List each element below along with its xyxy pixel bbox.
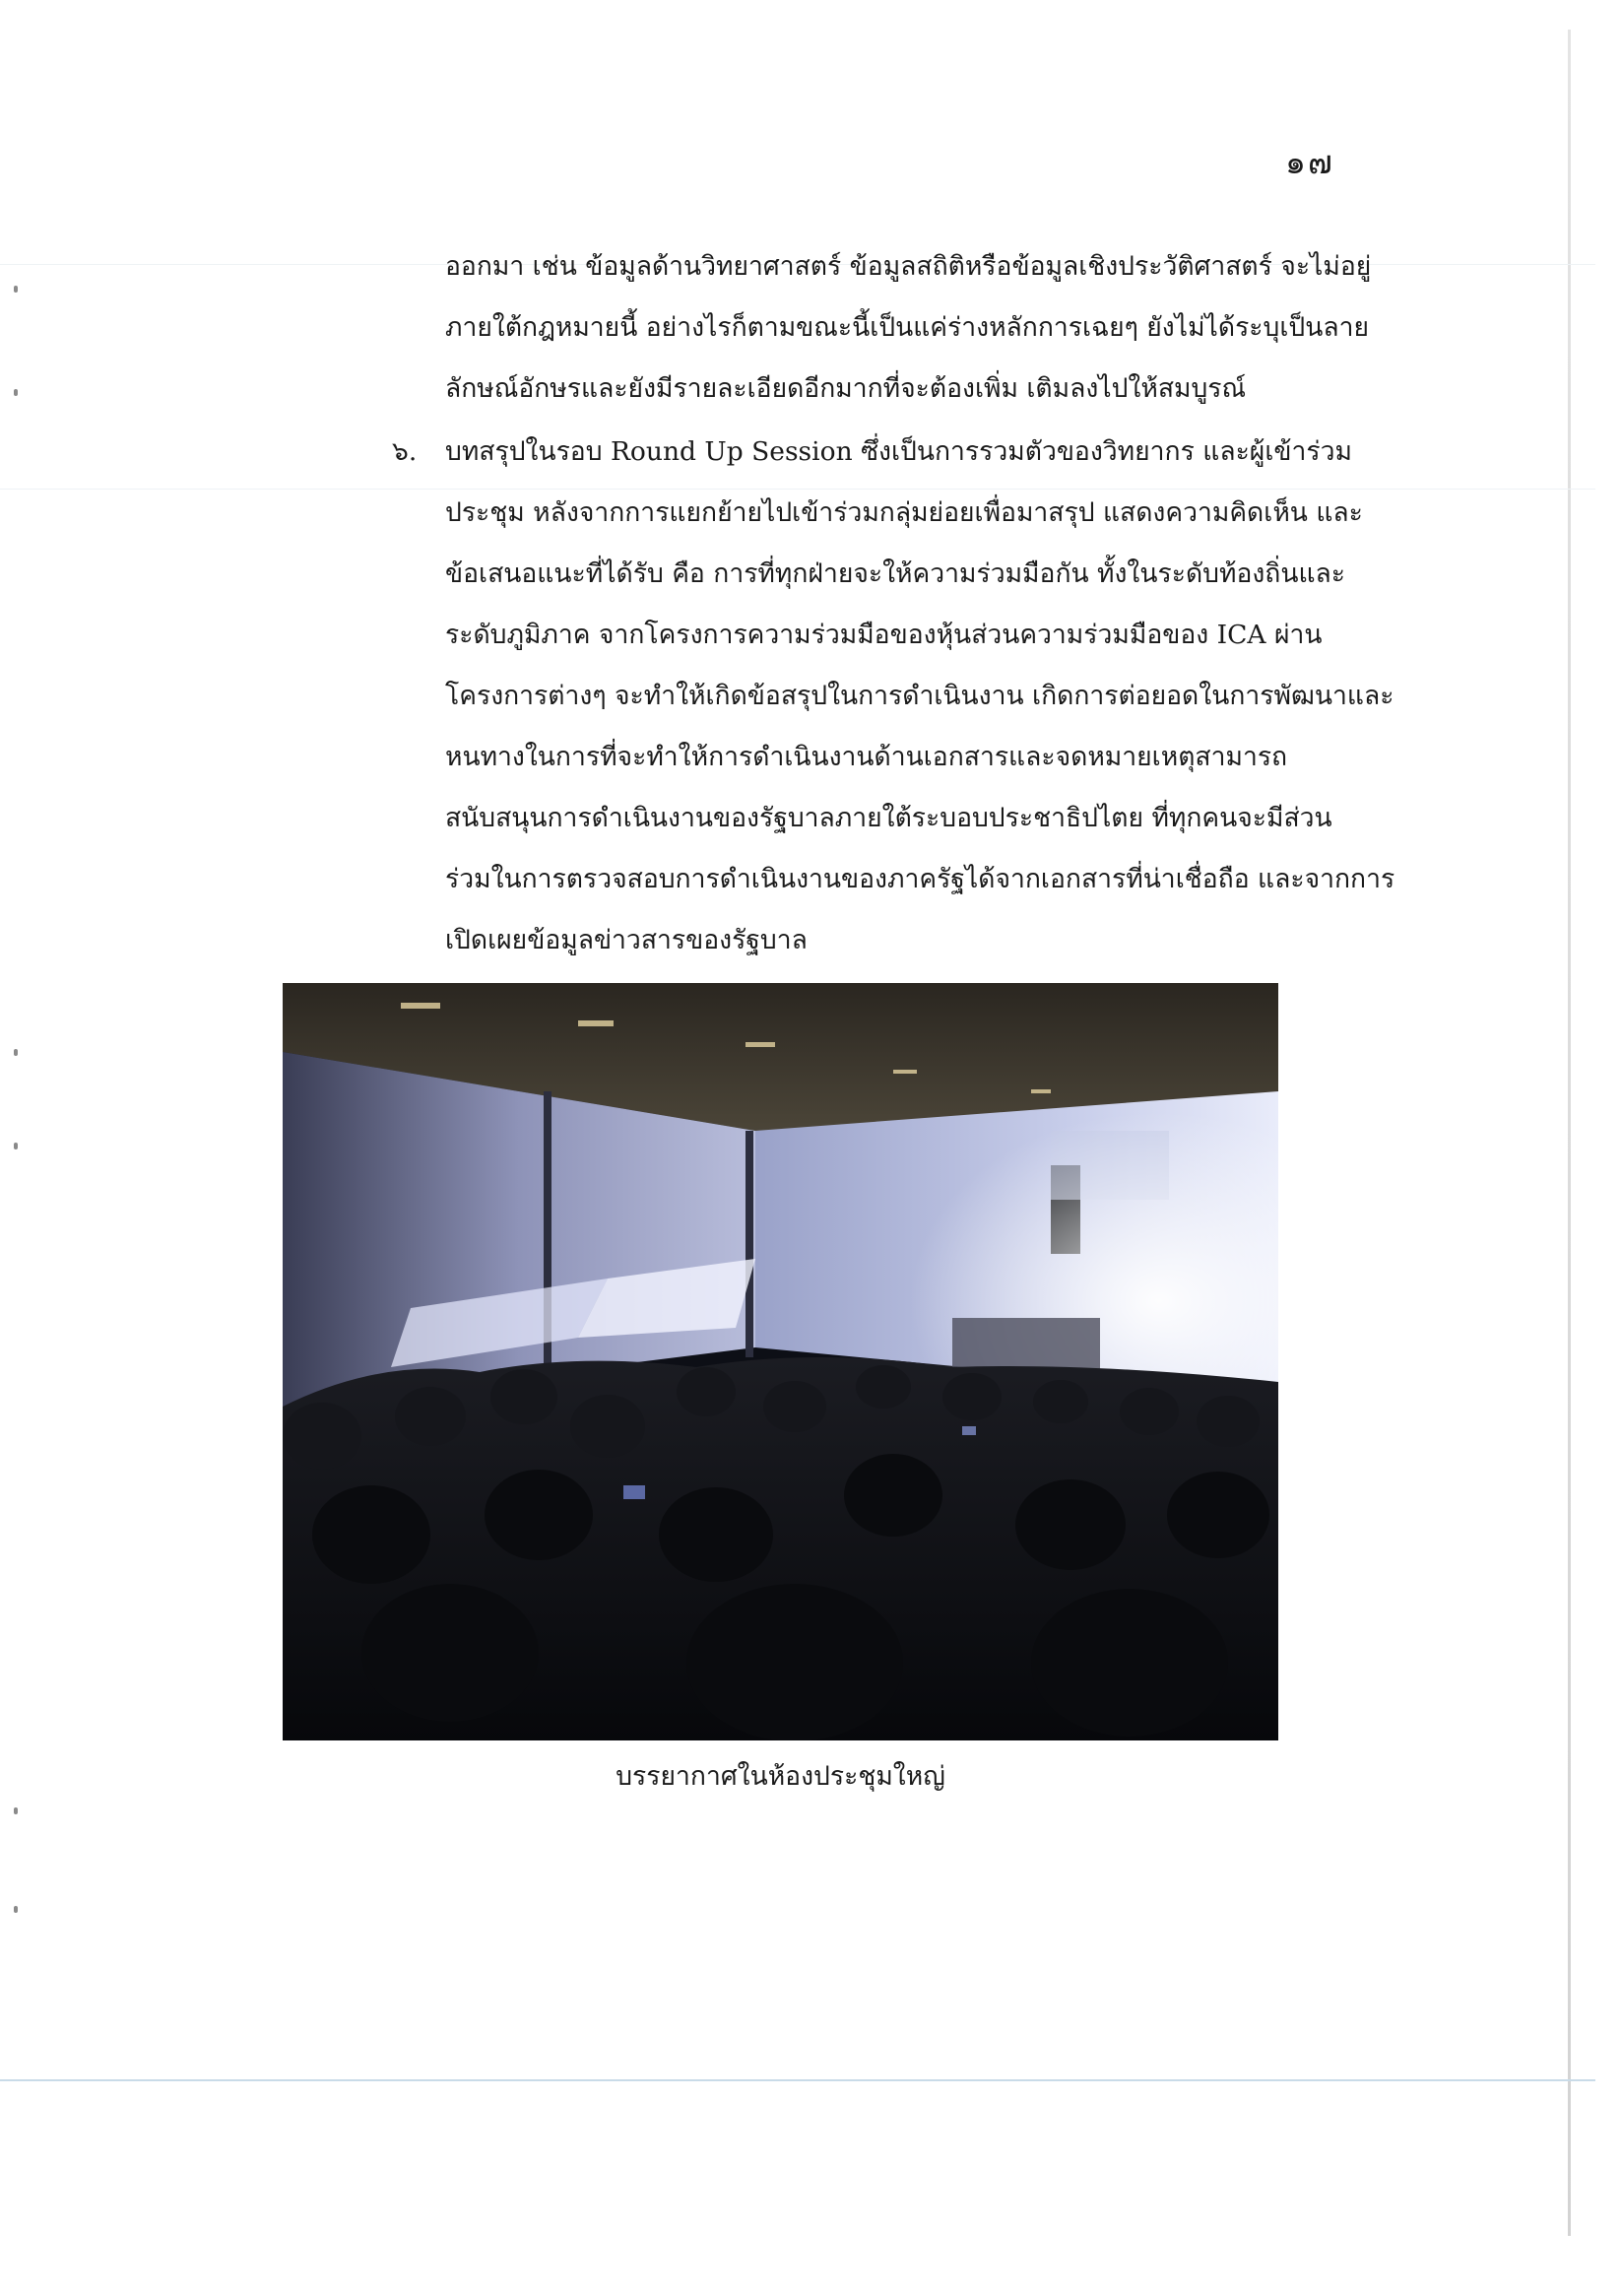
scan-speck xyxy=(14,1049,18,1056)
page-number: ๑๗ xyxy=(1285,143,1334,181)
paragraph-continued xyxy=(445,236,1372,420)
text-line: ประชุม หลังจากการแยกย้ายไปเข้าร่วมกลุ่มย่อยเพื่อมาสรุป แสดงความคิดเห็น และ xyxy=(445,497,1363,528)
scan-edge-line xyxy=(1568,30,1571,2236)
list-item-number: ๖. xyxy=(392,436,418,467)
text-line: ลักษณ์อักษรและยังมีรายละเอียดอีกมากที่จะต้องเพิ่ม เติมลงไปให้สมบูรณ์ xyxy=(445,373,1247,404)
text-line: เปิดเผยข้อมูลข่าวสารของรัฐบาล xyxy=(445,925,808,955)
text-line: ออกมา เช่น ข้อมูลด้านวิทยาศาสตร์ ข้อมูลสถิติหรือข้อมูลเชิงประวัติศาสตร์ จะไม่อยู่ xyxy=(445,251,1372,282)
scan-bottom-line xyxy=(0,2079,1595,2081)
text-line: โครงการต่างๆ จะทำให้เกิดข้อสรุปในการดำเนินงาน เกิดการต่อยอดในการพัฒนาและ xyxy=(445,681,1394,711)
text-line: บทสรุปในรอบ Round Up Session ซึ่งเป็นการรวมตัวของวิทยากร และผู้เข้าร่วม xyxy=(445,436,1352,467)
text-line: สนับสนุนการดำเนินงานของรัฐบาลภายใต้ระบอบประชาธิปไตย ที่ทุกคนจะมีส่วน xyxy=(445,803,1332,833)
scan-speck xyxy=(14,1143,18,1149)
photo-caption: บรรยากาศในห้องประชุมใหญ่ xyxy=(616,1761,945,1792)
list-item-6-text xyxy=(445,422,1395,971)
text-line: ภายใต้กฎหมายนี้ อย่างไรก็ตามขณะนี้เป็นแค่ร่างหลักการเฉยๆ ยังไม่ได้ระบุเป็นลาย xyxy=(445,312,1370,343)
text-line: ระดับภูมิภาค จากโครงการความร่วมมือของหุ้นส่วนความร่วมมือของ ICA ผ่าน xyxy=(445,620,1323,650)
scan-speck xyxy=(14,389,18,396)
text-line: ร่วมในการตรวจสอบการดำเนินงานของภาครัฐได้จากเอกสารที่น่าเชื่อถือ และจากการ xyxy=(445,864,1395,894)
text-line: หนทางในการที่จะทำให้การดำเนินงานด้านเอกสารและจดหมายเหตุสามารถ xyxy=(445,742,1288,772)
scan-speck xyxy=(14,1906,18,1913)
scan-speck xyxy=(14,286,18,293)
scan-speck xyxy=(14,1807,18,1814)
text-line: ข้อเสนอแนะที่ได้รับ คือ การที่ทุกฝ่ายจะให้ความร่วมมือกัน ทั้งในระดับท้องถิ่นและ xyxy=(445,558,1346,589)
conference-hall-photo xyxy=(283,983,1278,1740)
